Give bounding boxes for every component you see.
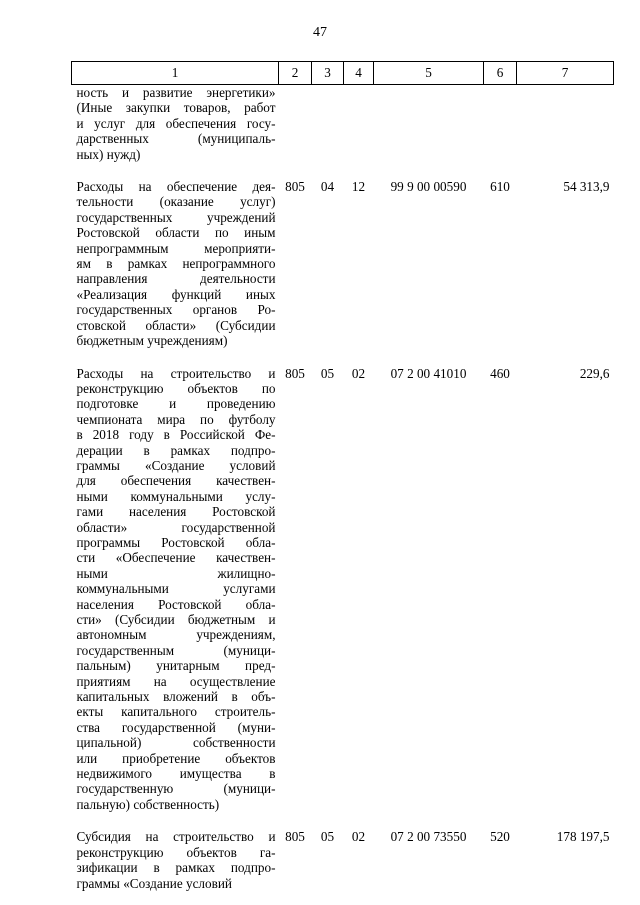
description-line: или приобретение объектов: [76, 750, 276, 766]
table-row: [72, 179, 614, 348]
description-line: капитальных вложений в объ-: [76, 689, 276, 705]
description-line: населения Ростовской обла-: [76, 596, 276, 612]
description-line: реконструкцию объектов га-: [76, 844, 276, 860]
column-number-header: 7: [517, 62, 614, 85]
row-spacer: [72, 812, 614, 829]
description-line: направления деятельности: [76, 271, 276, 287]
description-line: государственным (муници-: [76, 642, 276, 658]
description-cell: [72, 366, 279, 813]
target-article-cell: 07 2 00 41010: [390, 365, 467, 381]
subsection-code-cell: [344, 85, 374, 163]
description-line: ность и развитие энергетики»: [76, 85, 276, 100]
subsection-code-cell: 12: [351, 179, 366, 195]
ministry-code-cell: 805: [285, 829, 305, 845]
description-line: чемпионата мира по футболу: [76, 411, 276, 427]
expense-type-cell: [484, 85, 517, 163]
column-number-header: 6: [484, 62, 517, 85]
description-line: Субсидия на строительство и: [76, 829, 276, 845]
target-article-cell: 07 2 00 73550: [390, 829, 467, 845]
section-code-cell: 05: [320, 365, 335, 381]
description-line: государственных органов Ро-: [76, 302, 276, 318]
description-line: Расходы на строительство и: [76, 365, 276, 381]
table-row: [72, 366, 614, 813]
description-line: недвижимого имущества в: [76, 766, 276, 782]
description-line: ными жилищно-: [76, 565, 276, 581]
column-number-row: [72, 62, 614, 85]
description-line: ям в рамках непрограммного: [76, 256, 276, 272]
description-cell: [72, 829, 279, 891]
column-number-header: 5: [374, 62, 484, 85]
expense-type-cell: 610: [490, 179, 510, 195]
page-number: 47: [313, 25, 327, 40]
description-line: реконструкцию объектов по: [76, 380, 276, 396]
description-line: государственную (муници-: [76, 781, 276, 797]
column-number-header: 4: [344, 62, 374, 85]
ministry-code-cell: 805: [285, 179, 305, 195]
description-line: екты капитального строитель-: [76, 704, 276, 720]
description-line: пальную) собственность): [76, 796, 220, 812]
column-number-header: 2: [279, 62, 312, 85]
amount-cell: [517, 85, 614, 163]
description-line: тельности (оказание услуг): [76, 194, 276, 210]
description-line: приятиям на осуществление: [76, 673, 276, 689]
description-line: программы Ростовской обла-: [76, 534, 276, 550]
amount-cell: 229,6: [579, 365, 610, 381]
amount-cell: 178 197,5: [556, 829, 610, 845]
subsection-code-cell: 02: [351, 365, 366, 381]
description-line: ства государственной (муни-: [76, 719, 276, 735]
description-line: ными коммунальными услу-: [76, 488, 276, 504]
row-spacer: [72, 162, 614, 179]
table-body: [72, 85, 614, 891]
expense-type-cell: 460: [490, 365, 510, 381]
section-code-cell: 04: [320, 179, 335, 195]
target-article-cell: [374, 85, 484, 163]
ministry-code-cell: 805: [285, 365, 305, 381]
description-line: автономным учреждениям,: [76, 627, 276, 643]
expense-type-cell: 520: [490, 829, 510, 845]
description-line: непрограммным мероприяти-: [76, 240, 276, 256]
description-line: зификации в рамках подпро-: [76, 860, 276, 876]
description-line: и услуг для обеспечения госу-: [76, 115, 276, 131]
description-line: граммы «Создание условий: [76, 457, 276, 473]
description-line: гами населения Ростовской: [76, 504, 276, 520]
subsection-code-cell: 02: [351, 829, 366, 845]
description-line: дарственных (муниципаль-: [76, 131, 276, 147]
ministry-code-cell: [279, 85, 312, 163]
description-line: ципальной) собственности: [76, 735, 276, 751]
target-article-cell: 99 9 00 00590: [390, 179, 467, 195]
description-line: для обеспечения качествен-: [76, 473, 276, 489]
description-cell: [72, 85, 279, 163]
description-line: «Реализация функций иных: [76, 286, 276, 302]
description-line: сти «Обеспечение качествен-: [76, 550, 276, 566]
description-line: стовской области» (Субсидии: [76, 317, 276, 333]
table-row: [72, 85, 614, 163]
section-code-cell: 05: [320, 829, 335, 845]
description-cell: [72, 179, 279, 348]
column-number-header: 3: [312, 62, 344, 85]
description-line: области» государственной: [76, 519, 276, 535]
amount-cell: 54 313,9: [563, 179, 610, 195]
description-line: ных) нужд): [76, 146, 141, 162]
description-line: бюджетным учреждениям): [76, 333, 228, 349]
description-line: (Иные закупки товаров, работ: [76, 100, 276, 116]
table-row: [72, 829, 614, 891]
row-spacer: [72, 349, 614, 366]
description-line: коммунальными услугами: [76, 581, 276, 597]
description-line: подготовке и проведению: [76, 396, 276, 412]
description-line: Ростовской области по иным: [76, 225, 276, 241]
description-line: Расходы на обеспечение дея-: [76, 179, 276, 195]
description-line: пальным) унитарным пред-: [76, 658, 276, 674]
budget-table: [71, 61, 614, 891]
description-line: дерации в рамках подпро-: [76, 442, 276, 458]
description-line: сти» (Субсидии бюджетным и: [76, 612, 276, 627]
section-code-cell: [312, 85, 344, 163]
column-number-header: 1: [72, 62, 279, 85]
description-line: в 2018 году в Российской Фе-: [76, 427, 276, 443]
description-line: государственных учреждений: [76, 209, 276, 225]
description-line: граммы «Создание условий: [76, 875, 232, 891]
